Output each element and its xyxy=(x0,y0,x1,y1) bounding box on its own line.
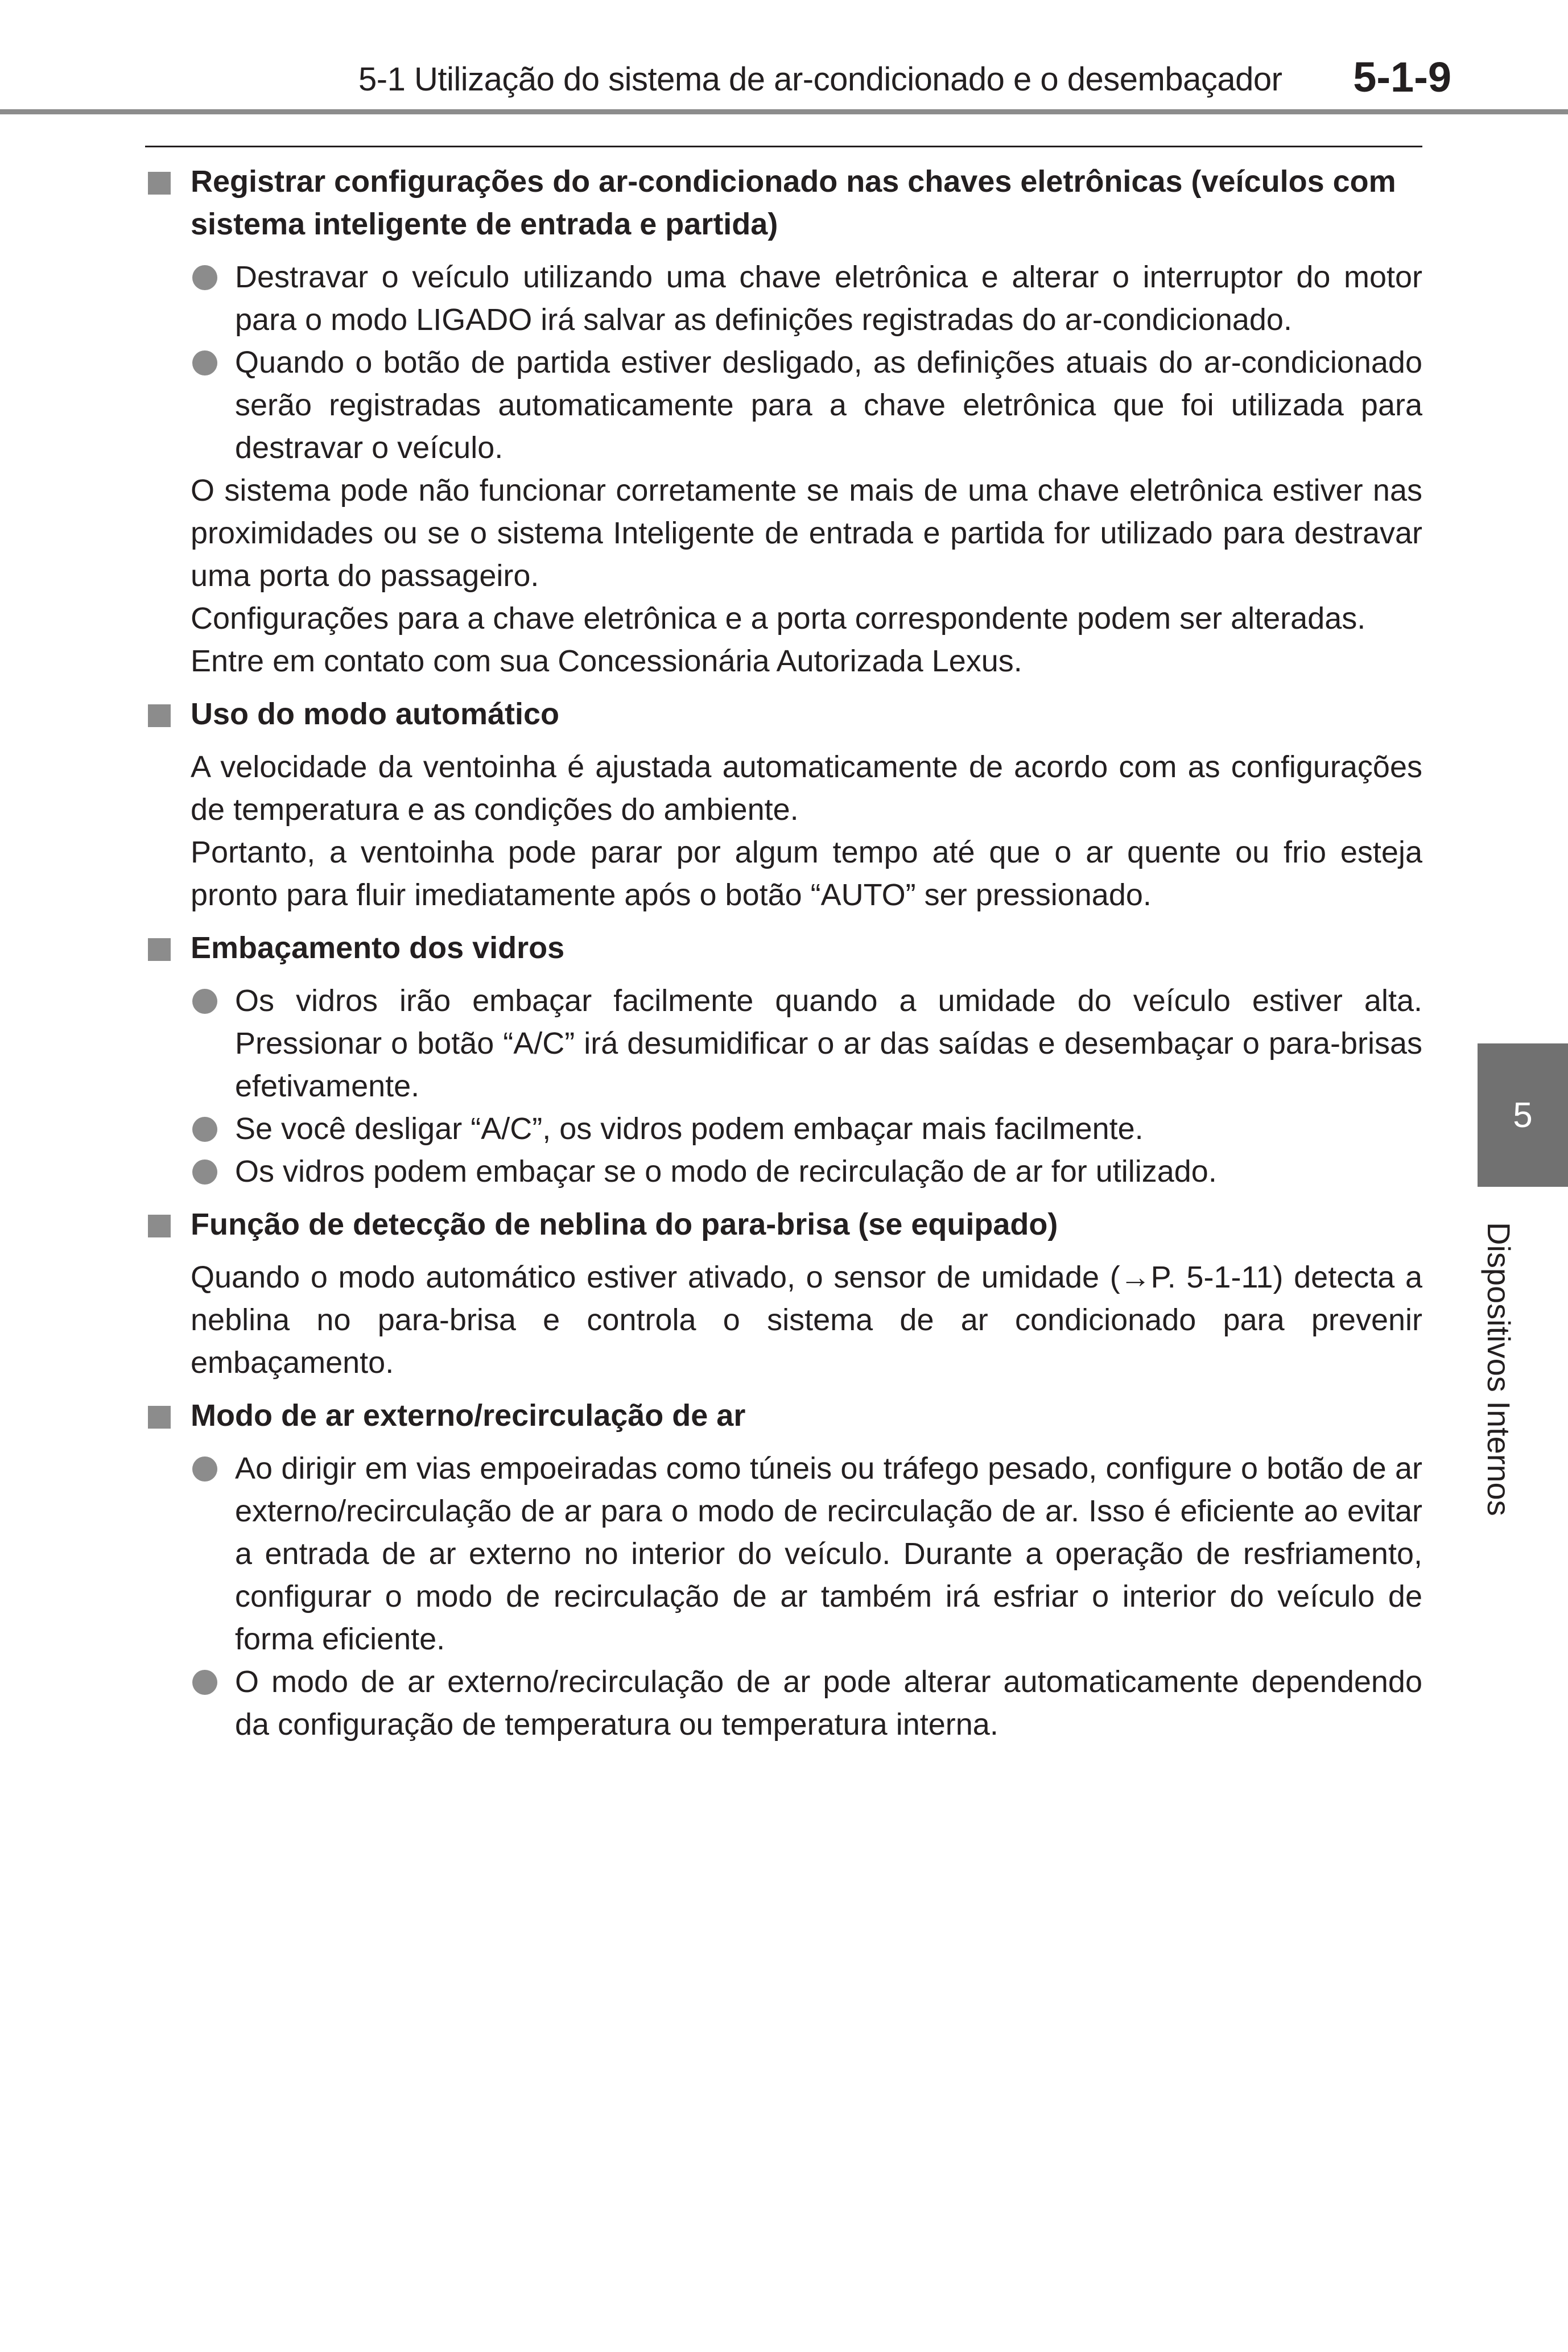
list-item-text: Ao dirigir em vias empoeiradas como túneis ou tráfego pesado, configure o botão de ar externo/recirculação de ar para o modo de recirculação de ar. Isso é eficiente ao evitar a entrada de ar externo no interior do veículo. Durante a operação de resfriamento, configurar o modo de recirculação de ar também irá esfriar o interior do veículo de forma eficiente. xyxy=(235,1451,1422,1656)
list-item xyxy=(145,1447,1422,1661)
chapter-title: 5-1 Utilização do sistema de ar-condicionado e o desembaçador xyxy=(358,61,1282,98)
paragraph: O sistema pode não funcionar corretamente se mais de uma chave eletrônica estiver nas proximidades ou se o sistema Inteligente de entrada e partida for utilizado para destravar uma porta do passageiro. xyxy=(191,473,1422,593)
list-item-text: Os vidros irão embaçar facilmente quando a umidade do veículo estiver alta. Pressionar o botão “A/C” irá desumidificar o ar das saídas e desembaçar o para-brisas efetivamente. xyxy=(235,984,1422,1103)
circle-bullet-icon xyxy=(192,350,217,376)
section-heading xyxy=(145,693,1422,736)
content-divider xyxy=(145,146,1422,147)
square-bullet-icon xyxy=(148,172,171,195)
page-number: 5-1-9 xyxy=(1353,53,1451,101)
page-content xyxy=(145,160,1422,1746)
square-bullet-icon xyxy=(148,938,171,961)
section-heading xyxy=(145,1394,1422,1437)
list-item-text: O modo de ar externo/recirculação de ar pode alterar automaticamente dependendo da configuração de temperatura ou temperatura interna. xyxy=(235,1665,1422,1742)
circle-bullet-icon xyxy=(192,265,217,290)
section-heading-text: Função de detecção de neblina do para-brisa (se equipado) xyxy=(191,1207,1058,1241)
section-heading-text: Embaçamento dos vidros xyxy=(191,931,565,965)
paragraph: Quando o modo automático estiver ativado, o sensor de umidade (→P. 5-1-11) detecta a neblina no para-brisa e controla o sistema de ar condicionado para prevenir embaçamento. xyxy=(191,1260,1422,1380)
circle-bullet-icon xyxy=(192,989,217,1014)
page-header xyxy=(0,0,1568,117)
circle-bullet-icon xyxy=(192,1160,217,1185)
list-item xyxy=(145,980,1422,1108)
circle-bullet-icon xyxy=(192,1670,217,1695)
paragraph: Entre em contato com sua Concessionária Autorizada Lexus. xyxy=(191,644,1022,678)
paragraph: A velocidade da ventoinha é ajustada automaticamente de acordo com as configurações de temperatura e as condições do ambiente. xyxy=(191,750,1422,827)
header-divider xyxy=(0,109,1568,114)
list-item xyxy=(145,256,1422,341)
chapter-tab-number: 5 xyxy=(1513,1095,1533,1135)
list-item-text: Quando o botão de partida estiver desligado, as definições atuais do ar-condicionado serão registradas automaticamente para a chave eletrônica que foi utilizada para destravar o veículo. xyxy=(235,345,1422,465)
paragraph: Configurações para a chave eletrônica e a porta correspondente podem ser alteradas. xyxy=(191,601,1366,636)
square-bullet-icon xyxy=(148,1215,171,1237)
list-item-text: Se você desligar “A/C”, os vidros podem embaçar mais facilmente. xyxy=(235,1112,1144,1146)
square-bullet-icon xyxy=(148,1406,171,1429)
square-bullet-icon xyxy=(148,704,171,727)
list-item-text: Os vidros podem embaçar se o modo de recirculação de ar for utilizado. xyxy=(235,1154,1217,1189)
section-heading-text: Uso do modo automático xyxy=(191,697,559,731)
section-heading xyxy=(145,1203,1422,1246)
chapter-tab-label: Dispositivos Internos xyxy=(1481,1222,1517,1516)
chapter-tab xyxy=(1478,1043,1568,1187)
section-heading xyxy=(145,160,1422,246)
section-heading-text: Registrar configurações do ar-condicionado nas chaves eletrônicas (veículos com sistema inteligente de entrada e partida) xyxy=(191,164,1396,241)
section-heading xyxy=(145,927,1422,969)
circle-bullet-icon xyxy=(192,1456,217,1482)
list-item xyxy=(145,1150,1422,1193)
list-item-text: Destravar o veículo utilizando uma chave eletrônica e alterar o interruptor do motor para o modo LIGADO irá salvar as definições registradas do ar-condicionado. xyxy=(235,260,1422,337)
circle-bullet-icon xyxy=(192,1117,217,1142)
list-item xyxy=(145,1661,1422,1746)
paragraph: Portanto, a ventoinha pode parar por algum tempo até que o ar quente ou frio esteja pronto para fluir imediatamente após o botão “AUTO” ser pressionado. xyxy=(191,835,1422,912)
list-item xyxy=(145,1108,1422,1150)
list-item xyxy=(145,341,1422,469)
section-heading-text: Modo de ar externo/recirculação de ar xyxy=(191,1398,746,1433)
